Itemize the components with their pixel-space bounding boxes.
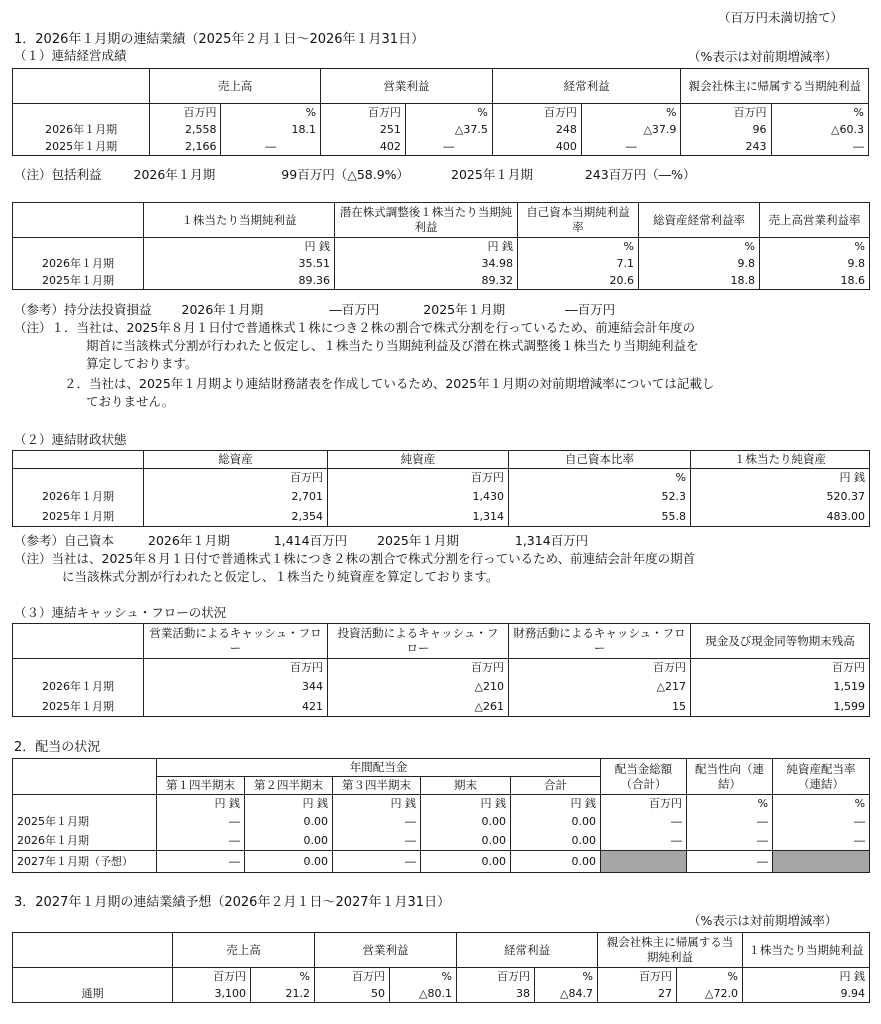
footnote-line: ておりません。 (86, 394, 175, 409)
unit-row-label (13, 968, 173, 986)
unit-cell: % (221, 104, 321, 122)
unit-cell: 百万円 (173, 968, 251, 986)
header-roe: 自己資本当期純利益率 (518, 203, 639, 238)
row-label: 2026年１月期 (13, 121, 150, 138)
unit-row-label (13, 469, 144, 487)
header-q3: 第３四半期末 (333, 777, 421, 795)
row-label: 2026年１月期 (13, 486, 144, 506)
forecast-table (12, 932, 870, 1003)
unit-cell: 円 銭 (421, 795, 511, 813)
value-cell: 52.3 (509, 486, 691, 506)
value-cell: ― (333, 831, 421, 851)
unit-note: （百万円未満切捨て） (718, 10, 844, 25)
value-cell: △80.1 (390, 985, 457, 1003)
note-year1: 2026年１月期 (181, 302, 264, 317)
value-cell: 18.6 (760, 272, 870, 290)
unit-cell: 円 銭 (144, 238, 335, 256)
header-roa: 総資産経常利益率 (639, 203, 760, 238)
value-cell: 248 (492, 121, 581, 138)
header-annual-dividend: 年間配当金 (157, 759, 601, 777)
value-cell: 50 (315, 985, 390, 1003)
per-share-table (12, 202, 870, 290)
unit-cell: 円 銭 (335, 238, 518, 256)
note-value2: ―百万円 (565, 302, 616, 317)
header-investing-cf: 投資活動によるキャッシュ・フロー (328, 624, 509, 659)
value-cell: ― (687, 831, 773, 851)
row-label: 2025年１月期 (13, 506, 144, 527)
row-label: 2025年１月期 (13, 272, 144, 290)
header-op-margin: 売上高営業利益率 (760, 203, 870, 238)
dividends-title: 2．配当の状況 (14, 740, 101, 755)
header-bps: １株当たり純資産 (691, 451, 870, 469)
row-label: 通期 (13, 985, 173, 1003)
note-value1: ―百万円 (329, 302, 380, 317)
value-cell: 35.51 (144, 255, 335, 272)
value-cell: 96 (681, 121, 771, 138)
unit-cell: 円 銭 (157, 795, 245, 813)
header-equity-ratio: 自己資本比率 (509, 451, 691, 469)
value-cell: 55.8 (509, 506, 691, 527)
value-cell: 1,519 (691, 676, 870, 696)
header-ordinary-profit: 経常利益 (457, 933, 598, 968)
note-label: （参考）自己資本 (14, 533, 115, 548)
value-cell: 0.00 (245, 851, 333, 873)
value-cell: 20.6 (518, 272, 639, 290)
unit-cell: 円 銭 (245, 795, 333, 813)
value-cell: 402 (321, 138, 406, 156)
header-payout-ratio: 配当性向（連結） (687, 759, 773, 795)
footnote-line: ２．当社は、2025年１月期より連結財務諸表を作成しているため、2025年１月期の対前期増減率については記載し (64, 376, 715, 391)
value-cell: 0.00 (245, 831, 333, 851)
unit-cell: 百万円 (598, 968, 677, 986)
unit-cell: % (760, 238, 870, 256)
unit-cell: % (677, 968, 743, 986)
value-cell: 1,314 (328, 506, 509, 527)
value-cell: ― (157, 831, 245, 851)
unit-cell: 百万円 (681, 104, 771, 122)
value-cell: ― (687, 812, 773, 831)
note-year2: 2025年１月期 (451, 167, 533, 182)
value-cell: 344 (144, 676, 328, 696)
cash-flow-table (12, 623, 870, 717)
unit-cell: 円 銭 (691, 469, 870, 487)
value-cell: 483.00 (691, 506, 870, 527)
value-cell: ― (221, 138, 321, 156)
section1-sub1: （１）連結経営成績 (14, 48, 127, 63)
note-value1: 99百万円（△58.9%） (281, 167, 410, 182)
value-cell: △72.0 (677, 985, 743, 1003)
footnote-line: 算定しております。 (86, 356, 198, 371)
header-q1: 第１四半期末 (157, 777, 245, 795)
header-eps: １株当たり当期純利益 (144, 203, 335, 238)
note-year1: 2026年１月期 (148, 533, 230, 548)
unit-cell: 円 銭 (743, 968, 870, 986)
unit-cell: 百万円 (328, 659, 509, 677)
header-year-end: 期末 (421, 777, 511, 795)
footnote-line: に当該株式分割が行われたと仮定し、１株当たり純資産を算定しております。 (62, 569, 499, 584)
unit-cell: % (390, 968, 457, 986)
value-cell: 2,354 (144, 506, 328, 527)
comprehensive-income-note (14, 167, 696, 182)
unit-cell: 百万円 (492, 104, 581, 122)
header-net-income: 親会社株主に帰属する当期純利益 (681, 69, 869, 104)
value-cell: 251 (321, 121, 406, 138)
value-cell: ― (157, 812, 245, 831)
value-cell: 421 (144, 696, 328, 717)
row-label: 2025年１月期 (13, 696, 144, 717)
value-cell: 3,100 (173, 985, 251, 1003)
header-ordinary-profit: 経常利益 (492, 69, 681, 104)
unit-cell: 円 銭 (333, 795, 421, 813)
header-blank (13, 933, 173, 968)
value-cell: 89.36 (144, 272, 335, 290)
unit-cell: 百万円 (321, 104, 406, 122)
value-cell: 0.00 (421, 812, 511, 831)
value-cell: 1,430 (328, 486, 509, 506)
header-sales: 売上高 (173, 933, 315, 968)
value-cell: 15 (509, 696, 691, 717)
value-cell: ― (405, 138, 492, 156)
value-cell: ― (687, 851, 773, 873)
dividends-table (12, 758, 870, 873)
note-label: （参考）持分法投資損益 (14, 302, 152, 317)
row-label: 2027年１月期（予想） (13, 851, 157, 873)
value-cell: 9.8 (760, 255, 870, 272)
operating-results-table (12, 68, 869, 156)
value-cell: △261 (328, 696, 509, 717)
row-label: 2025年１月期 (13, 138, 150, 156)
header-net-assets: 純資産 (328, 451, 509, 469)
row-label: 2026年１月期 (13, 831, 157, 851)
pct-note-2: （%表示は対前期増減率） (688, 913, 838, 928)
unit-row-label (13, 238, 144, 256)
unit-cell: % (518, 238, 639, 256)
row-label: 2025年１月期 (13, 812, 157, 831)
header-operating-profit: 営業利益 (315, 933, 457, 968)
footnote-line: 期首に当該株式分割が行われたと仮定し、１株当たり当期純利益及び潜在株式調整後１株当たり当期純利益を (86, 338, 699, 353)
value-cell: 7.1 (518, 255, 639, 272)
value-cell: 243 (681, 138, 771, 156)
header-blank (13, 69, 150, 104)
value-cell: 2,701 (144, 486, 328, 506)
value-cell: 0.00 (511, 851, 601, 873)
value-cell: 0.00 (245, 812, 333, 831)
value-cell: 9.94 (743, 985, 870, 1003)
value-cell: 27 (598, 985, 677, 1003)
header-blank (13, 203, 144, 238)
unit-row-label (13, 659, 144, 677)
value-cell: 0.00 (511, 812, 601, 831)
unit-cell: % (687, 795, 773, 813)
unit-cell: 百万円 (509, 659, 691, 677)
header-dividend-on-net-assets: 純資産配当率（連結） (773, 759, 870, 795)
header-total-assets: 総資産 (144, 451, 328, 469)
value-cell: 0.00 (421, 831, 511, 851)
header-financing-cf: 財務活動によるキャッシュ・フロー (509, 624, 691, 659)
unit-cell: 百万円 (150, 104, 221, 122)
shaded-cell (773, 851, 870, 873)
forecast-title: 3．2027年１月期の連結業績予想（2026年２月１日～2027年１月31日） (14, 895, 451, 910)
value-cell: 2,558 (150, 121, 221, 138)
header-cash-balance: 現金及び現金同等物期末残高 (691, 624, 870, 659)
header-total-dividend: 配当金総額（合計） (601, 759, 687, 795)
value-cell: ― (333, 812, 421, 831)
own-capital-note (14, 533, 588, 548)
row-label: 2026年１月期 (13, 676, 144, 696)
pct-note-1: （%表示は対前期増減率） (688, 49, 838, 64)
unit-row-label (13, 104, 150, 122)
value-cell: △217 (509, 676, 691, 696)
unit-cell: 円 銭 (511, 795, 601, 813)
unit-cell: 百万円 (457, 968, 535, 986)
unit-cell: 百万円 (144, 469, 328, 487)
note-year1: 2026年１月期 (133, 167, 216, 182)
row-label: 2026年１月期 (13, 255, 144, 272)
unit-cell: % (639, 238, 760, 256)
equity-method-note (14, 302, 615, 317)
value-cell: 89.32 (335, 272, 518, 290)
value-cell: 21.2 (251, 985, 315, 1003)
unit-cell: 百万円 (328, 469, 509, 487)
footnote-line: （注）１．当社は、2025年８月１日付で普通株式１株につき２株の割合で株式分割を行っているため、前連結会計年度の (14, 320, 696, 335)
unit-row-label (13, 795, 157, 813)
value-cell: △84.7 (535, 985, 598, 1003)
note-year2: 2025年１月期 (423, 302, 506, 317)
value-cell: ― (601, 812, 687, 831)
note-value2: 1,314百万円 (514, 533, 589, 548)
header-sales: 売上高 (150, 69, 321, 104)
header-q2: 第２四半期末 (245, 777, 333, 795)
header-blank (13, 451, 144, 469)
value-cell: 2,166 (150, 138, 221, 156)
value-cell: 0.00 (511, 831, 601, 851)
value-cell: 34.98 (335, 255, 518, 272)
value-cell: ― (773, 812, 870, 831)
value-cell: △210 (328, 676, 509, 696)
header-operating-profit: 営業利益 (321, 69, 493, 104)
value-cell: ― (581, 138, 681, 156)
header-blank (13, 759, 157, 795)
note-value2: 243百万円（―%） (584, 167, 696, 182)
value-cell: ― (771, 138, 869, 156)
unit-cell: % (771, 104, 869, 122)
header-diluted-eps: 潜在株式調整後１株当たり当期純利益 (335, 203, 518, 238)
footnote-line: （注）当社は、2025年８月１日付で普通株式１株につき２株の割合で株式分割を行っているため、前連結会計年度の期首 (14, 551, 696, 566)
unit-cell: % (509, 469, 691, 487)
value-cell: 38 (457, 985, 535, 1003)
value-cell: ― (333, 851, 421, 873)
value-cell: ― (157, 851, 245, 873)
value-cell: △37.9 (581, 121, 681, 138)
financial-position-table (12, 450, 870, 527)
header-net-income: 親会社株主に帰属する当期純利益 (598, 933, 743, 968)
note-label: （注）包括利益 (14, 167, 102, 182)
value-cell: 520.37 (691, 486, 870, 506)
value-cell: ― (601, 831, 687, 851)
note-year2: 2025年１月期 (377, 533, 459, 548)
header-eps: １株当たり当期純利益 (743, 933, 870, 968)
unit-cell: % (581, 104, 681, 122)
unit-cell: % (251, 968, 315, 986)
value-cell: △37.5 (405, 121, 492, 138)
header-blank (13, 624, 144, 659)
section1-title: 1．2026年１月期の連結業績（2025年２月１日～2026年１月31日） (14, 32, 425, 47)
unit-cell: 百万円 (144, 659, 328, 677)
note-value1: 1,414百万円 (273, 533, 348, 548)
section-cash-flow: （３）連結キャッシュ・フローの状況 (14, 605, 227, 620)
header-operating-cf: 営業活動によるキャッシュ・フロー (144, 624, 328, 659)
value-cell: 0.00 (421, 851, 511, 873)
unit-cell: % (535, 968, 598, 986)
value-cell: 1,599 (691, 696, 870, 717)
value-cell: 18.1 (221, 121, 321, 138)
unit-cell: % (405, 104, 492, 122)
value-cell: 9.8 (639, 255, 760, 272)
value-cell: 18.8 (639, 272, 760, 290)
unit-cell: 百万円 (315, 968, 390, 986)
section-financial-position: （２）連結財政状態 (14, 432, 127, 447)
unit-cell: 百万円 (691, 659, 870, 677)
shaded-cell (601, 851, 687, 873)
unit-cell: % (773, 795, 870, 813)
unit-cell: 百万円 (601, 795, 687, 813)
value-cell: ― (773, 831, 870, 851)
value-cell: △60.3 (771, 121, 869, 138)
value-cell: 400 (492, 138, 581, 156)
header-total: 合計 (511, 777, 601, 795)
